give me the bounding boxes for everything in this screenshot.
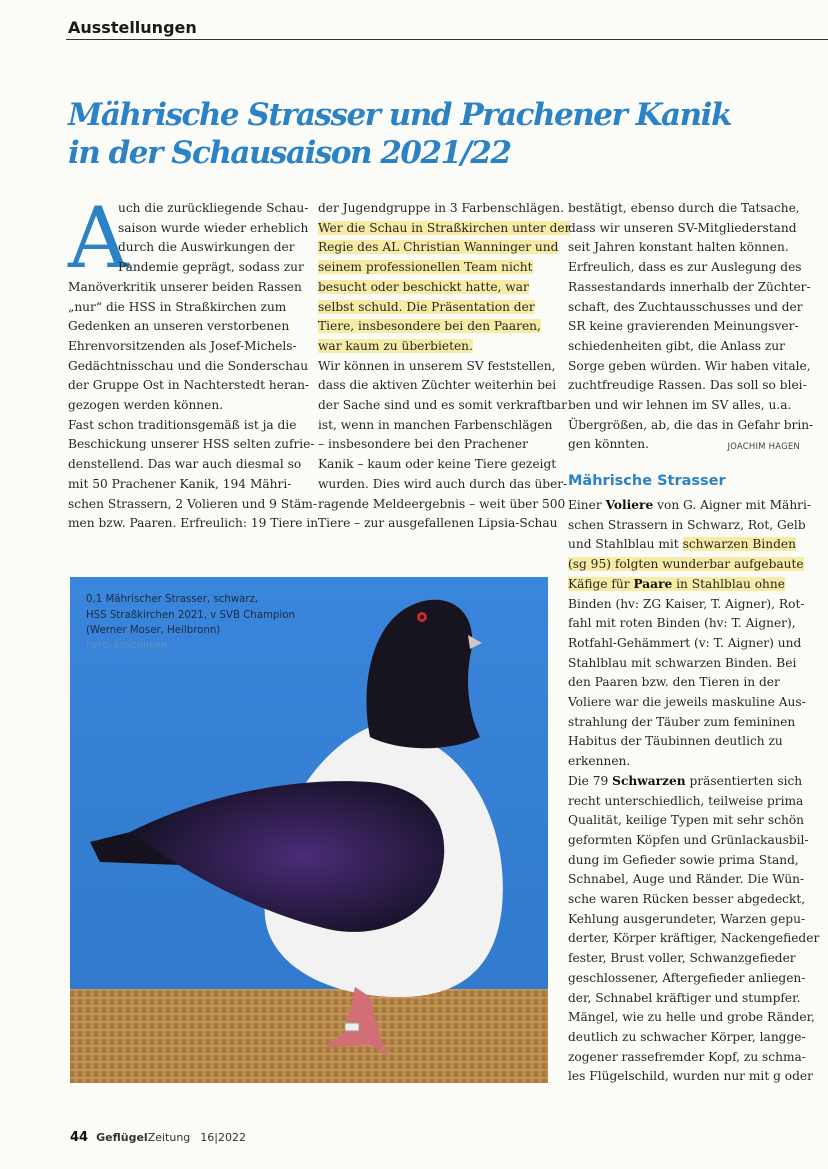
text-line: Übergrößen, ab, die das in Gefahr brin- xyxy=(568,417,814,432)
pigeon-photo xyxy=(70,577,548,1083)
text-line: Pandemie geprägt, sodass zur xyxy=(118,260,304,275)
column-3-continued xyxy=(568,496,820,1087)
text-run: präsentierten sich xyxy=(685,773,803,788)
text-line: der Sache sind und es somit verkraftbar xyxy=(318,398,568,413)
text-line: zuchtfreudige Rassen. Das soll so blei- xyxy=(568,378,807,393)
text-line: fahl mit roten Binden (hv: T. Aigner), xyxy=(568,616,796,631)
column-2 xyxy=(318,199,571,534)
text-line: Rotfahl-Gehämmert (v: T. Aigner) und xyxy=(568,635,802,650)
text-line: mit 50 Prachener Kanik, 194 Mähri- xyxy=(68,476,292,491)
text-line: erkennen. xyxy=(568,754,631,769)
text-line: schen Strassern, 2 Volieren und 9 Stäm- xyxy=(68,496,317,511)
text-line: der, Schnabel kräftiger und stumpfer. xyxy=(568,990,801,1005)
text-line xyxy=(568,555,804,575)
highlighted-text: Regie des AL Christian Wanninger und xyxy=(318,240,559,255)
text-line: uch die zurückliegende Schau- xyxy=(118,201,309,215)
text-line xyxy=(568,535,800,555)
text-line: Wir können in unserem SV feststellen, xyxy=(318,358,556,373)
text-line: geschlossener, Aftergefieder anliegen- xyxy=(568,970,806,985)
text-line: gezogen werden können. xyxy=(68,398,224,413)
text-line: derter, Körper kräftiger, Nackengefieder xyxy=(568,931,820,946)
highlighted-text: wunderbar aufgebaute xyxy=(662,557,804,572)
text-line xyxy=(568,772,803,792)
text-line: les Flügelschild, wurden nur mit g oder xyxy=(568,1069,813,1084)
text-line: wurden. Dies wird auch durch das über- xyxy=(318,476,568,491)
highlighted-text: war kaum zu überbieten. xyxy=(318,338,473,353)
text-line: schaft, des Zuchtausschusses und der xyxy=(568,299,803,314)
text-line: Ehrenvorsitzenden als Josef-Michels- xyxy=(68,338,297,353)
text-line: Gedenken an unseren verstorbenen xyxy=(68,319,290,334)
column-3 xyxy=(568,199,814,458)
column-1 xyxy=(68,189,319,534)
text-line xyxy=(568,496,812,516)
text-line: dung im Gefieder sowie prima Stand, xyxy=(568,852,799,867)
text-line: Tiere – zur ausgefallenen Lipsia-Schau xyxy=(318,516,558,531)
text-line: Manöverkritik unserer beiden Rassen xyxy=(68,279,302,294)
highlighted-text: (sg 95) folgten xyxy=(568,557,663,572)
bold-term: Paare xyxy=(633,576,673,591)
pigeon-illustration xyxy=(70,577,548,1083)
text-line: durch die Auswirkungen der xyxy=(118,240,295,255)
text-line: Beschickung unserer HSS selten zufrie- xyxy=(68,437,315,452)
text-line: Binden (hv: ZG Kaiser, T. Aigner), Rot- xyxy=(568,596,805,611)
text-line: Mängel, wie zu helle und grobe Ränder, xyxy=(568,1010,815,1025)
highlighted-text: Tiere, insbesondere bei den Paaren, xyxy=(318,319,541,334)
caption-line: HSS Straßkirchen 2021, v SVB Champion xyxy=(86,609,295,621)
text-line: dass wir unseren SV-Mitgliederstand xyxy=(568,220,797,235)
text-run: von G. Aigner mit Mähri- xyxy=(653,498,812,512)
text-line: geformten Köpfen und Grünlackausbil- xyxy=(568,832,809,847)
text-line: strahlung der Täuber zum femininen xyxy=(568,714,796,729)
title-line-2: in der Schausaison 2021/22 xyxy=(68,135,511,171)
text-line: SR keine gravierenden Meinungsver- xyxy=(568,319,799,334)
section-label: Ausstellungen xyxy=(68,18,197,37)
text-line: Fast schon traditionsgemäß ist ja die xyxy=(68,417,297,432)
text-line: ragende Meldeergebnis – weit über 500 xyxy=(318,496,566,511)
title-line-1: Mährische Strasser und Prachener Kanik xyxy=(68,97,731,133)
text-line: „nur“ die HSS in Straßkirchen zum xyxy=(68,299,287,314)
highlighted-text: in Stahlblau ohne xyxy=(672,576,785,591)
text-line: Qualität, keilige Typen mit sehr schön xyxy=(568,813,805,828)
text-line: ben und wir lehnen im SV alles, u.a. xyxy=(568,398,792,413)
text-run: und Stahlblau mit xyxy=(568,537,683,552)
text-line-end: gen könnten. xyxy=(568,437,649,452)
text-line: den Paaren bzw. den Tieren in der xyxy=(568,675,780,690)
drop-cap: A xyxy=(68,189,129,287)
text-line: saison wurde wieder erheblich xyxy=(118,220,309,235)
text-line: denstellend. Das war auch diesmal so xyxy=(68,457,302,472)
straw-floor xyxy=(70,989,548,1083)
caption-line: 0,1 Mährischer Strasser, schwarz, xyxy=(86,594,259,605)
text-line: ist, wenn in manchen Farbenschlägen xyxy=(318,417,553,432)
highlighted-text: Wer die Schau in Straßkirchen unter der xyxy=(318,220,571,235)
text-line: deutlich zu schwacher Körper, langge- xyxy=(568,1029,806,1044)
article-title xyxy=(68,96,788,172)
text-line xyxy=(568,575,800,595)
author-credit: JOACHIM HAGEN xyxy=(727,442,800,453)
text-line: dass die aktiven Züchter weiterhin bei xyxy=(318,378,557,393)
text-line: bestätigt, ebenso durch die Tatsache, xyxy=(568,201,800,215)
text-line: Rassestandards innerhalb der Züchter- xyxy=(568,279,811,294)
section-rule xyxy=(66,39,828,40)
text-line: schiedenheiten gibt, die Anlass zur xyxy=(568,338,785,353)
highlighted-text: selbst schuld. Die Präsentation der xyxy=(318,299,535,314)
text-line: Voliere war die jeweils maskuline Aus- xyxy=(568,695,806,710)
bold-term: Voliere xyxy=(605,498,654,512)
text-line: – insbesondere bei den Prachener xyxy=(318,437,528,452)
text-line xyxy=(568,435,800,455)
page-number: 44 xyxy=(70,1130,89,1145)
text-line: Erfreulich, dass es zur Auslegung des xyxy=(568,260,802,275)
highlighted-text: schwarzen Binden xyxy=(682,537,796,552)
photo-credit: FOTO: BUSCHHORN xyxy=(86,640,168,650)
text-line: Habitus der Täubinnen deutlich zu xyxy=(568,734,783,749)
text-line: men bzw. Paaren. Erfreulich: 19 Tiere in xyxy=(68,516,319,531)
issue-number: 16|2022 xyxy=(200,1131,246,1144)
text-line: Kehlung ausgerundeter, Warzen gepu- xyxy=(568,911,806,926)
text-line: seit Jahren konstant halten können. xyxy=(568,240,789,255)
text-line: Schnabel, Auge und Ränder. Die Wün- xyxy=(568,872,805,887)
text-line: Kanik – kaum oder keine Tiere gezeigt xyxy=(318,457,557,472)
text-run: Die 79 xyxy=(568,773,613,788)
caption-line: (Werner Moser, Heilbronn) xyxy=(86,625,221,636)
highlighted-text: Käfige für xyxy=(568,576,634,591)
page-footer xyxy=(70,1130,246,1145)
magazine-name-bold: Geflügel xyxy=(96,1131,148,1144)
text-line: fester, Brust voller, Schwanzgefieder xyxy=(568,951,796,966)
text-run: Einer xyxy=(568,498,606,512)
text-line: Stahlblau mit schwarzen Binden. Bei xyxy=(568,655,797,670)
text-line: sche waren Rücken besser abgedeckt, xyxy=(568,892,806,907)
text-line: Gedächtnisschau und die Sonderschau xyxy=(68,358,309,373)
text-line: der Jugendgruppe in 3 Farbenschlägen. xyxy=(318,201,564,215)
highlighted-text: besucht oder beschickt hatte, war xyxy=(318,279,529,294)
text-line: der Gruppe Ost in Nachterstedt heran- xyxy=(68,378,310,393)
photo-caption xyxy=(86,592,346,652)
magazine-name-rest: Zeitung xyxy=(147,1131,191,1144)
text-line: zogener rassefremder Kopf, zu schma- xyxy=(568,1049,806,1064)
text-line: schen Strassern in Schwarz, Rot, Gelb xyxy=(568,517,806,532)
subheading: Mährische Strasser xyxy=(568,473,726,489)
text-line: Sorge geben würden. Wir haben vitale, xyxy=(568,358,811,373)
text-line: recht unterschiedlich, teilweise prima xyxy=(568,793,804,808)
bold-term: Schwarzen xyxy=(612,773,686,788)
highlighted-text: seinem professionellen Team nicht xyxy=(318,260,533,275)
